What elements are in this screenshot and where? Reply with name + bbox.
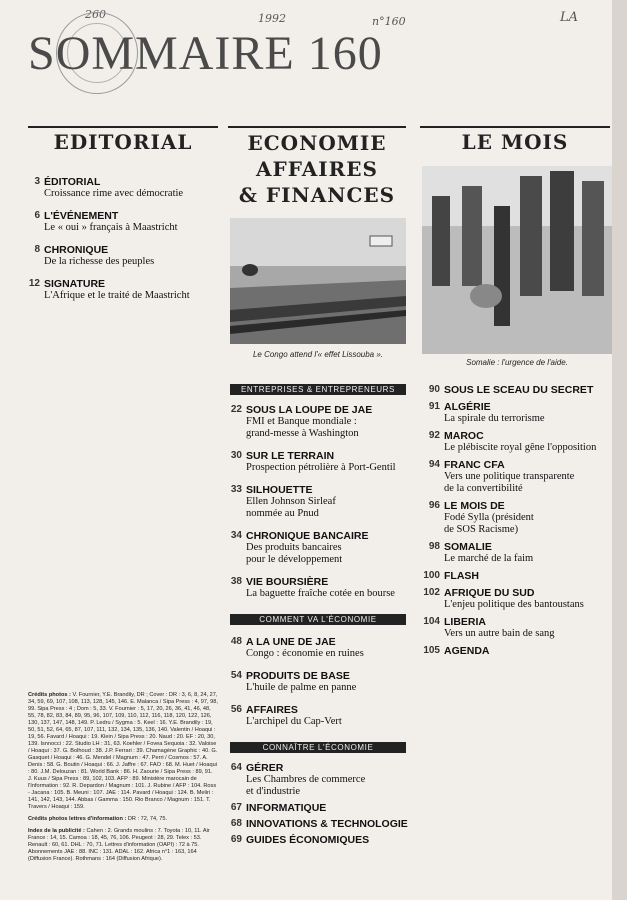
toc-entry-body [246, 450, 396, 474]
toc-entry [420, 401, 612, 425]
toc-title: SOMALIE [444, 541, 492, 553]
economie-header-line-1: ECONOMIE [247, 131, 387, 155]
toc-page-number: 98 [428, 541, 440, 552]
toc-page-number: 96 [428, 500, 440, 511]
economie-rule [228, 126, 406, 128]
economie-list-c [228, 762, 408, 850]
toc-entry [420, 570, 612, 582]
toc-title: LIBERIA [444, 616, 486, 628]
toc-entry [420, 500, 612, 536]
credits-block [28, 692, 218, 863]
toc-entry-body [444, 587, 584, 611]
toc-title: FRANC CFA [444, 459, 505, 471]
toc-entry-body [444, 401, 545, 425]
toc-entry-body [444, 570, 479, 582]
congo-photo [230, 218, 406, 344]
toc-entry-body [44, 244, 154, 268]
toc-title: L'ÉVÉNEMENT [44, 210, 119, 222]
toc-entry-body [246, 636, 364, 660]
toc-page-number: 69 [230, 834, 242, 845]
toc-subtitle: Vers un autre bain de sang [444, 628, 555, 639]
toc-entry [228, 762, 408, 798]
section-comment: COMMENT VA L'ÉCONOMIE [230, 614, 406, 625]
toc-title: INFORMATIQUE [246, 802, 327, 814]
editorial-header: EDITORIAL [53, 130, 193, 154]
toc-page-number: 3 [34, 176, 40, 187]
toc-title: ÉDITORIAL [44, 176, 101, 188]
photo-credits-label: Crédits photos : [28, 692, 71, 698]
mois-list [420, 384, 612, 662]
toc-title: AFFAIRES [246, 704, 298, 716]
toc-title: SOUS LA LOUPE DE JAE [246, 404, 373, 416]
toc-entry [420, 541, 612, 565]
toc-page-number: 54 [230, 670, 242, 681]
toc-subtitle: Croissance rime avec démocratie [44, 188, 184, 199]
toc-title: AFRIQUE DU SUD [444, 587, 535, 599]
toc-subtitle: La spirale du terrorisme [444, 413, 545, 424]
toc-entry [228, 576, 408, 600]
toc-page-number: 30 [230, 450, 242, 461]
toc-subtitle: Le marché de la faim [444, 553, 534, 564]
toc-title: LE MOIS DE [444, 500, 505, 512]
congo-photo-scene [230, 218, 406, 344]
toc-title: AGENDA [444, 645, 490, 657]
toc-page-number: 48 [230, 636, 242, 647]
economie-header-line-3: & FINANCES [238, 183, 396, 207]
toc-page-number: 64 [230, 762, 242, 773]
section-connaitre: CONNAÎTRE L'ÉCONOMIE [230, 742, 406, 753]
lettres-credits [28, 816, 218, 823]
toc-subtitle: Des produits bancaires [246, 542, 342, 553]
toc-entry-body [444, 616, 555, 640]
toc-title: SUR LE TERRAIN [246, 450, 335, 462]
toc-page-number: 94 [428, 459, 440, 470]
toc-entry [228, 802, 408, 814]
toc-subtitle: L'archipel du Cap-Vert [246, 716, 342, 727]
toc-subtitle: Fodé Sylla (président [444, 512, 534, 523]
toc-entry [420, 430, 612, 454]
toc-page-number: 100 [423, 570, 440, 581]
toc-entry-body [246, 802, 326, 814]
toc-title: CHRONIQUE BANCAIRE [246, 530, 369, 542]
toc-title: VIE BOURSIÈRE [246, 576, 329, 588]
photo-credits-text: V. Fournier, Y.E. Brandily, DR ; Cover : DR : 3, 6, 8, 24, 27, 34, 59, 69, 107, 108, 113, 128, 145, 146. E. Malanca / Sipa Press : 4, 97, 98, 99. Sipa Press : 4 ; Dom : 5, 33. V. Fournier : 5, 17, 20, 26, 36, 41, 46, 48, 55, 78, 82, 83, 84, 89, 95, 96, 107, 109, 110, 112, 116, 118, 120, 122, 126, 130, 137, 147, 148, 149. P. Ledru / Sygma : 5. Keel : 16. Y.E. Brandily : 19, 50, 51, 52, 64, 65, 87, 107, 111, 132, 134, 135, 136, 140. Valentin / Hoaqui : 19, 56. Favard / Hoaqui : 19. Klein / Sipa Press : 20. Naud : 20. EF : 20, 30, 139. Isnnocci : 22. Studio LH : 31, 63. Koehler / Fovea Sequoia : 32. Valoise / Hoaqui : 37. G. Bolhoud : 38. J.P. Ferrari : 39. Chamagène Graphic : 40. G. Gasquet / Hoaqui : 46. G. Mendel / Magnum : 47. Perri / Cosmos : 57. A. Denis : 58. G. Boutin / Hoaqui : 66. J. Jaffre : 67. FAO : 68. M. Huet / Hoaqui : 80. J.M. Delouzan : 81. World Bank : 86. H. Zaourie / Sipa Press : 89, 91. J. Kuus / Sipa Press : 89, 102, 103. AFP : 89. Ministère marocain de l'Information : 92. R. Depardon / Magnum : 101. J. Rubine / AFP : 104. Ross - Jacana : 105. B. Meuni : 107. JAE : 114. Pavard / Hoaqui : 124. B. Meliri : 141, 142, 143, 144. Abbas / Gamma : 150. Rio Branco / Magnum : 151. T. Travers / Hoaqui : 159. [28, 692, 218, 810]
toc-page-number: 102 [423, 587, 440, 598]
toc-page-number: 56 [230, 704, 242, 715]
handwritten-issue: n°160 [372, 15, 406, 28]
toc-entry-body [246, 818, 408, 830]
toc-entry [228, 404, 408, 440]
editorial-list [28, 176, 218, 312]
toc-page-number: 34 [230, 530, 242, 541]
toc-entry [228, 834, 408, 846]
toc-page-number: 105 [423, 645, 440, 656]
toc-entry [28, 278, 218, 302]
toc-subtitle: La baguette fraîche cotée en bourse [246, 588, 395, 599]
toc-subtitle: L'Afrique et le traité de Maastricht [44, 290, 190, 301]
toc-page-number: 38 [230, 576, 242, 587]
toc-subtitle: Le « oui » français à Maastricht [44, 222, 178, 233]
toc-entry-body [44, 210, 178, 234]
toc-page-number: 33 [230, 484, 242, 495]
toc-title: PRODUITS DE BASE [246, 670, 350, 682]
toc-page-number: 6 [34, 210, 40, 221]
toc-page-number: 68 [230, 818, 242, 829]
toc-subtitle: Ellen Johnson Sirleaf [246, 496, 336, 507]
toc-page-number: 92 [428, 430, 440, 441]
photo-credits [28, 692, 218, 811]
toc-subtitle: de la convertibilité [444, 483, 523, 494]
toc-title: INNOVATIONS & TECHNOLOGIE [246, 818, 408, 830]
toc-title: FLASH [444, 570, 479, 582]
toc-entry-body [246, 576, 395, 600]
mois-header: LE MOIS [461, 130, 569, 154]
toc-subtitle: Congo : économie en ruines [246, 648, 364, 659]
toc-entry [228, 530, 408, 566]
toc-page-number: 8 [34, 244, 40, 255]
toc-entry [228, 636, 408, 660]
editorial-rule [28, 126, 218, 128]
toc-subtitle: de SOS Racisme) [444, 524, 519, 535]
toc-subtitle: Le plébiscite royal gêne l'opposition [444, 442, 597, 453]
page-title: SOMMAIRE 160 [28, 27, 383, 80]
toc-entry-body [44, 176, 183, 200]
toc-entry-body [246, 670, 356, 694]
toc-entry-body [444, 645, 490, 657]
pub-index-text: Cahen : 2. Grands moulins : 7. Toyota : 10, 11. Air France : 14, 15. Camoa : 18, 45, 76, 106. Peugeot : 28, 29. Telex : 53. Renault : 60, 61. DHL : 70, 71. Lettres d'information (OAPI) : 72 à 75. Abonnements JAE : 88. INC : 131. ADAL : 162. Africa n°1 : 163, 164 (Diffusion France). Rothmans : 164 (Diffusion Afrique). [28, 828, 210, 862]
toc-title: SIGNATURE [44, 278, 106, 290]
toc-entry-body [444, 384, 593, 396]
toc-entry [420, 459, 612, 495]
toc-entry [228, 484, 408, 520]
economie-header-line-2: AFFAIRES [256, 157, 378, 181]
economie-header [228, 130, 406, 208]
toc-entry [420, 616, 612, 640]
toc-title: GUIDES ÉCONOMIQUES [246, 834, 370, 846]
somalie-caption: Somalie : l'urgence de l'aide. [466, 358, 568, 367]
congo-caption: Le Congo attend l'« effet Lissouba ». [252, 350, 384, 359]
toc-page-number: 104 [423, 616, 440, 627]
toc-entry [420, 384, 612, 396]
handwritten-year: 1992 [258, 12, 286, 25]
toc-subtitle: Les Chambres de commerce [246, 774, 366, 785]
somalie-photo [422, 166, 612, 354]
toc-title: A LA UNE DE JAE [246, 636, 336, 648]
pub-index [28, 828, 218, 863]
toc-subtitle: De la richesse des peuples [44, 256, 155, 267]
toc-entry [228, 450, 408, 474]
toc-entry [228, 818, 408, 830]
toc-entry-body [444, 430, 596, 454]
economie-list-b [228, 636, 408, 738]
toc-entry-body [246, 484, 336, 520]
toc-subtitle: Vers une politique transparente [444, 471, 575, 482]
toc-entry-body [246, 762, 365, 798]
toc-entry [28, 244, 218, 268]
toc-entry-body [246, 404, 372, 440]
toc-title: ALGÉRIE [444, 401, 491, 413]
toc-entry [420, 587, 612, 611]
section-entreprises: ENTREPRISES & ENTREPRENEURS [230, 384, 406, 395]
toc-subtitle: FMI et Banque mondiale : [246, 416, 357, 427]
toc-title: MAROC [444, 430, 484, 442]
toc-entry [28, 176, 218, 200]
toc-subtitle: L'huile de palme en panne [246, 682, 357, 693]
toc-entry [228, 670, 408, 694]
lettres-credits-text: DR : 72, 74, 75. [127, 816, 168, 822]
toc-entry-body [246, 704, 342, 728]
toc-subtitle: Prospection pétrolière à Port-Gentil [246, 462, 396, 473]
toc-title: CHRONIQUE [44, 244, 109, 256]
toc-page-number: 67 [230, 802, 242, 813]
somalie-photo-scene [422, 166, 612, 354]
toc-entry [28, 210, 218, 234]
toc-title: GÉRER [246, 762, 284, 774]
toc-page-number: 22 [230, 404, 242, 415]
toc-entry-body [444, 459, 574, 495]
toc-title: SOUS LE SCEAU DU SECRET [444, 384, 594, 396]
toc-page-number: 91 [428, 401, 440, 412]
toc-subtitle: pour le développement [246, 554, 343, 565]
toc-page-number: 90 [428, 384, 440, 395]
toc-subtitle: nommée au Pnud [246, 508, 319, 519]
handwritten-corner: LA [560, 10, 579, 25]
toc-subtitle: et d'industrie [246, 786, 301, 797]
toc-subtitle: grand-messe à Washington [246, 428, 359, 439]
economie-list-a [228, 404, 408, 610]
toc-page-number: 12 [28, 278, 40, 289]
toc-entry-body [444, 500, 534, 536]
facing-page-edge [612, 0, 627, 900]
toc-entry-body [246, 530, 369, 566]
toc-subtitle: L'enjeu politique des bantoustans [444, 599, 584, 610]
mois-rule [420, 126, 610, 128]
toc-entry [420, 645, 612, 657]
toc-entry-body [44, 278, 190, 302]
pub-index-label: Index de la publicité : [28, 828, 85, 834]
toc-entry [228, 704, 408, 728]
toc-entry-body [246, 834, 369, 846]
toc-entry-body [444, 541, 533, 565]
lettres-credits-label: Crédits photos lettres d'information : [28, 816, 127, 822]
toc-title: SILHOUETTE [246, 484, 313, 496]
handwritten-page-number: 260 [85, 8, 106, 21]
